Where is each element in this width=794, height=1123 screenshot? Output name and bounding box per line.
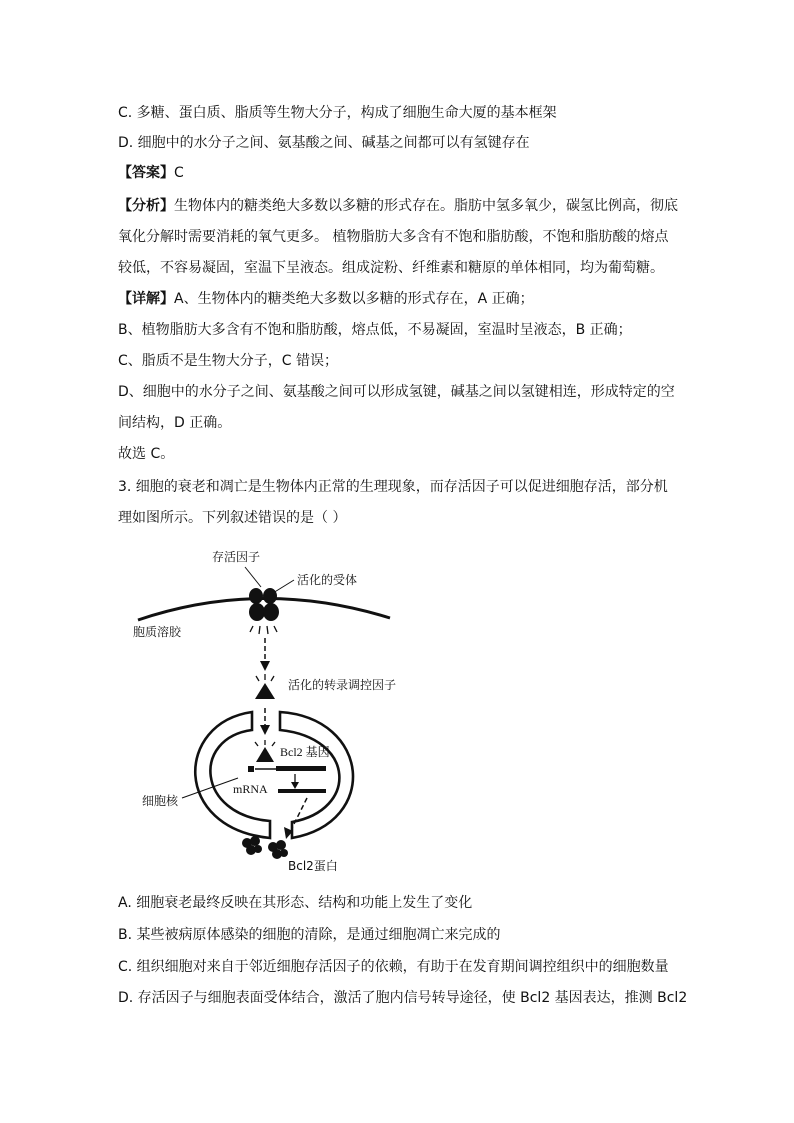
transcription-arrowhead [291, 782, 299, 789]
detail-line-d1: D、细胞中的水分子之间、氨基酸之间可以形成氢键，碱基之间以氢键相连，形成特定的空 [118, 384, 675, 400]
cytosol-label: 胞质溶胶 [133, 625, 182, 639]
analysis-text-1: 生物体内的糖类绝大多数以多糖的形式存在。脂肪中氢多氧少，碳氢比例高，彻底 [174, 198, 678, 214]
option-b: B. 某些被病原体感染的细胞的清除，是通过细胞凋亡来完成的 [118, 927, 501, 943]
detail-line-a [118, 289, 534, 309]
analysis-line-3: 较低，不容易凝固，室温下呈液态。组成淀粉、纤维素和糖原的单体相同，均为葡萄糖。 [118, 260, 664, 276]
analysis-line-2: 氧化分解时需要消耗的氧气更多。 植物脂肪大多含有不饱和脂肪酸，不饱和脂肪酸的熔点 [118, 229, 669, 245]
detail-line-b: B、植物脂肪大多含有不饱和脂肪酸，熔点低，不易凝固，室温时呈液态，B 正确； [118, 322, 632, 338]
prev-option-d: D. 细胞中的水分子之间、氨基酸之间、碱基之间都可以有氢键存在 [118, 135, 530, 151]
survival-factor-label: 存活因子 [212, 550, 261, 564]
mrna-bar [278, 789, 326, 793]
detail-tag: 【详解】 [118, 291, 174, 307]
prev-option-c: C. 多糖、蛋白质、脂质等生物大分子，构成了细胞生命大厦的基本框架 [118, 105, 557, 121]
mrna-label: mRNA [233, 782, 268, 796]
detail-text-a: A、生物体内的糖类绝大多数以多糖的形式存在，A 正确； [174, 291, 534, 307]
question-3-line-2: 理如图所示。下列叙述错误的是（ ） [118, 510, 347, 526]
activated-receptor-pointer [273, 580, 294, 593]
nuclear-tf-icon [256, 747, 274, 762]
receptor-activation-rays [250, 626, 277, 634]
bcl2-protein-label: Bcl2蛋白 [288, 859, 338, 873]
cell-diagram [120, 540, 420, 880]
conclusion-line: 故选 C。 [118, 446, 175, 462]
bcl2-gene-bar [276, 766, 326, 771]
bcl2-protein-icon [242, 836, 288, 859]
option-a: A. 细胞衰老最终反映在其形态、结构和功能上发生了变化 [118, 895, 473, 911]
answer-line [118, 163, 184, 183]
receptor-icon [249, 588, 279, 621]
detail-line-c: C、脂质不是生物大分子，C 错误； [118, 353, 339, 369]
answer-value: C [174, 165, 184, 181]
signal-arrowhead-2 [260, 725, 270, 735]
nuclear-tf-rays [255, 740, 275, 746]
transcription-factor-icon [255, 683, 275, 699]
question-3-line-1: 3. 细胞的衰老和凋亡是生物体内正常的生理现象，而存活因子可以促进细胞存活，部分机 [118, 479, 668, 495]
analysis-tag: 【分析】 [118, 198, 174, 214]
option-c: C. 组织细胞对来自于邻近细胞存活因子的依赖，有助于在发育期间调控组织中的细胞数量 [118, 959, 669, 975]
nuclear-envelope-right [280, 712, 353, 838]
survival-factor-pointer [245, 567, 261, 587]
signal-arrowhead-1 [260, 661, 270, 671]
answer-tag: 【答案】 [118, 165, 174, 181]
activated-receptor-label: 活化的受体 [297, 573, 358, 587]
bcl2-gene-label: Bcl2 基因 [280, 745, 330, 759]
transcription-factor-rays-top [256, 674, 274, 681]
nuclear-envelope-left [195, 712, 270, 838]
option-d: D. 存活因子与细胞表面受体结合，激活了胞内信号转导途径，使 Bcl2 基因表达，推测 Bcl2 [118, 990, 688, 1006]
nucleus-label: 细胞核 [142, 794, 179, 808]
detail-line-d2: 间结构，D 正确。 [118, 415, 232, 431]
analysis-line-1 [118, 196, 678, 216]
activated-tf-label: 活化的转录调控因子 [288, 678, 397, 692]
promoter-mark [248, 766, 254, 772]
